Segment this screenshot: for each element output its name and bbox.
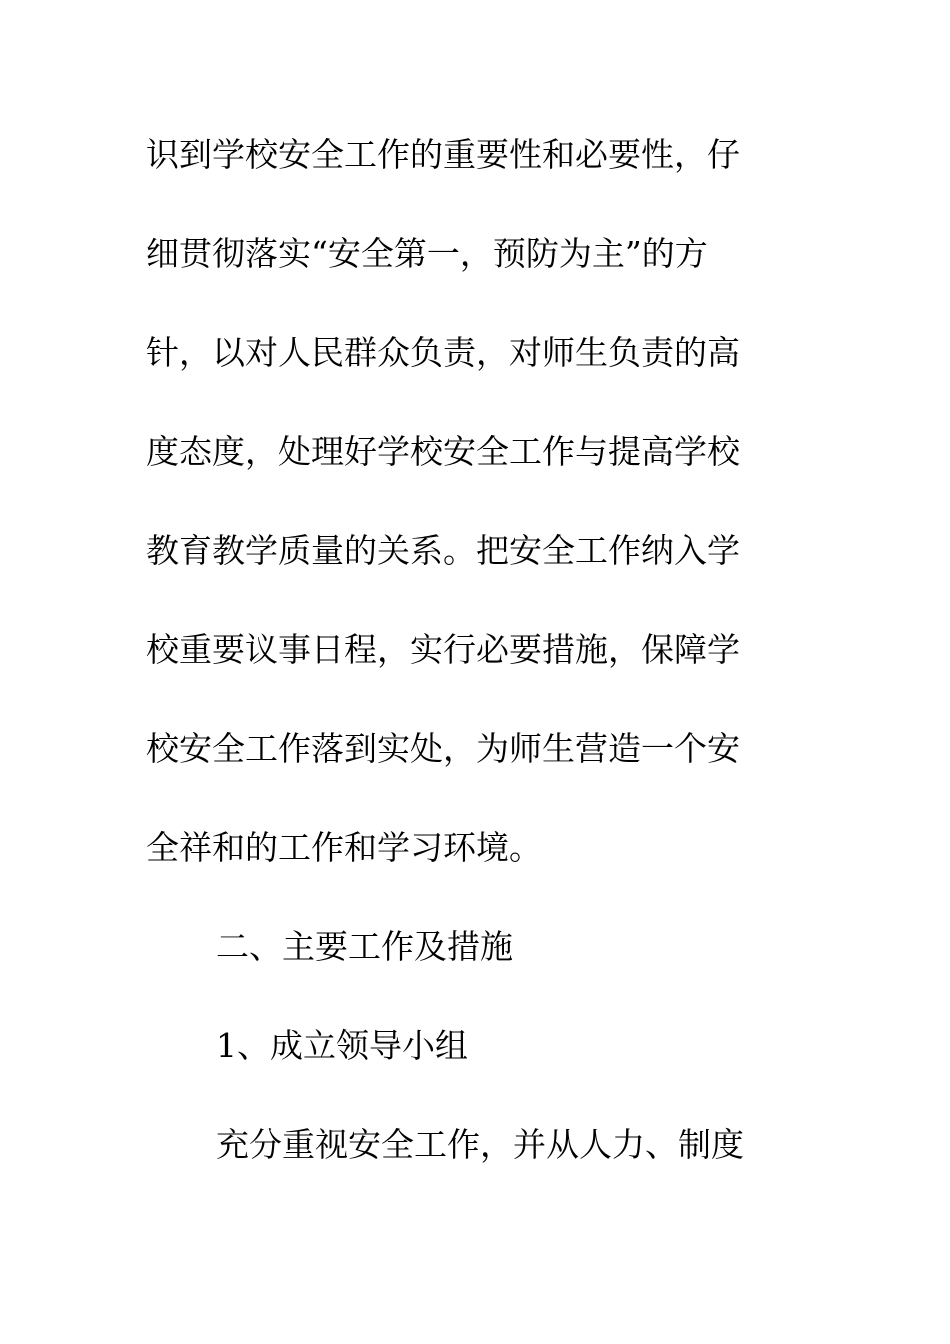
section-heading: 二、主要工作及措施 <box>216 927 513 966</box>
body-text-line-7: 校安全工作落到实处，为师生营造一个安 <box>146 729 740 768</box>
body-text-line-5: 教育教学质量的关系。把安全工作纳入学 <box>146 531 740 570</box>
body-text-line-2: 细贯彻落实“安全第一，预防为主”的方 <box>146 234 708 273</box>
body-text-line-1: 识到学校安全工作的重要性和必要性，仔 <box>146 135 740 174</box>
body-text-line-6: 校重要议事日程，实行必要措施，保障学 <box>146 630 740 669</box>
paragraph-start-line: 充分重视安全工作，并从人力、制度 <box>216 1125 744 1164</box>
subsection-heading: 1、成立领导小组 <box>216 1026 468 1065</box>
body-text-line-8: 全祥和的工作和学习环境。 <box>146 828 542 867</box>
body-text-line-4: 度态度，处理好学校安全工作与提高学校 <box>146 432 740 471</box>
body-text-line-3: 针，以对人民群众负责，对师生负责的高 <box>146 333 740 372</box>
